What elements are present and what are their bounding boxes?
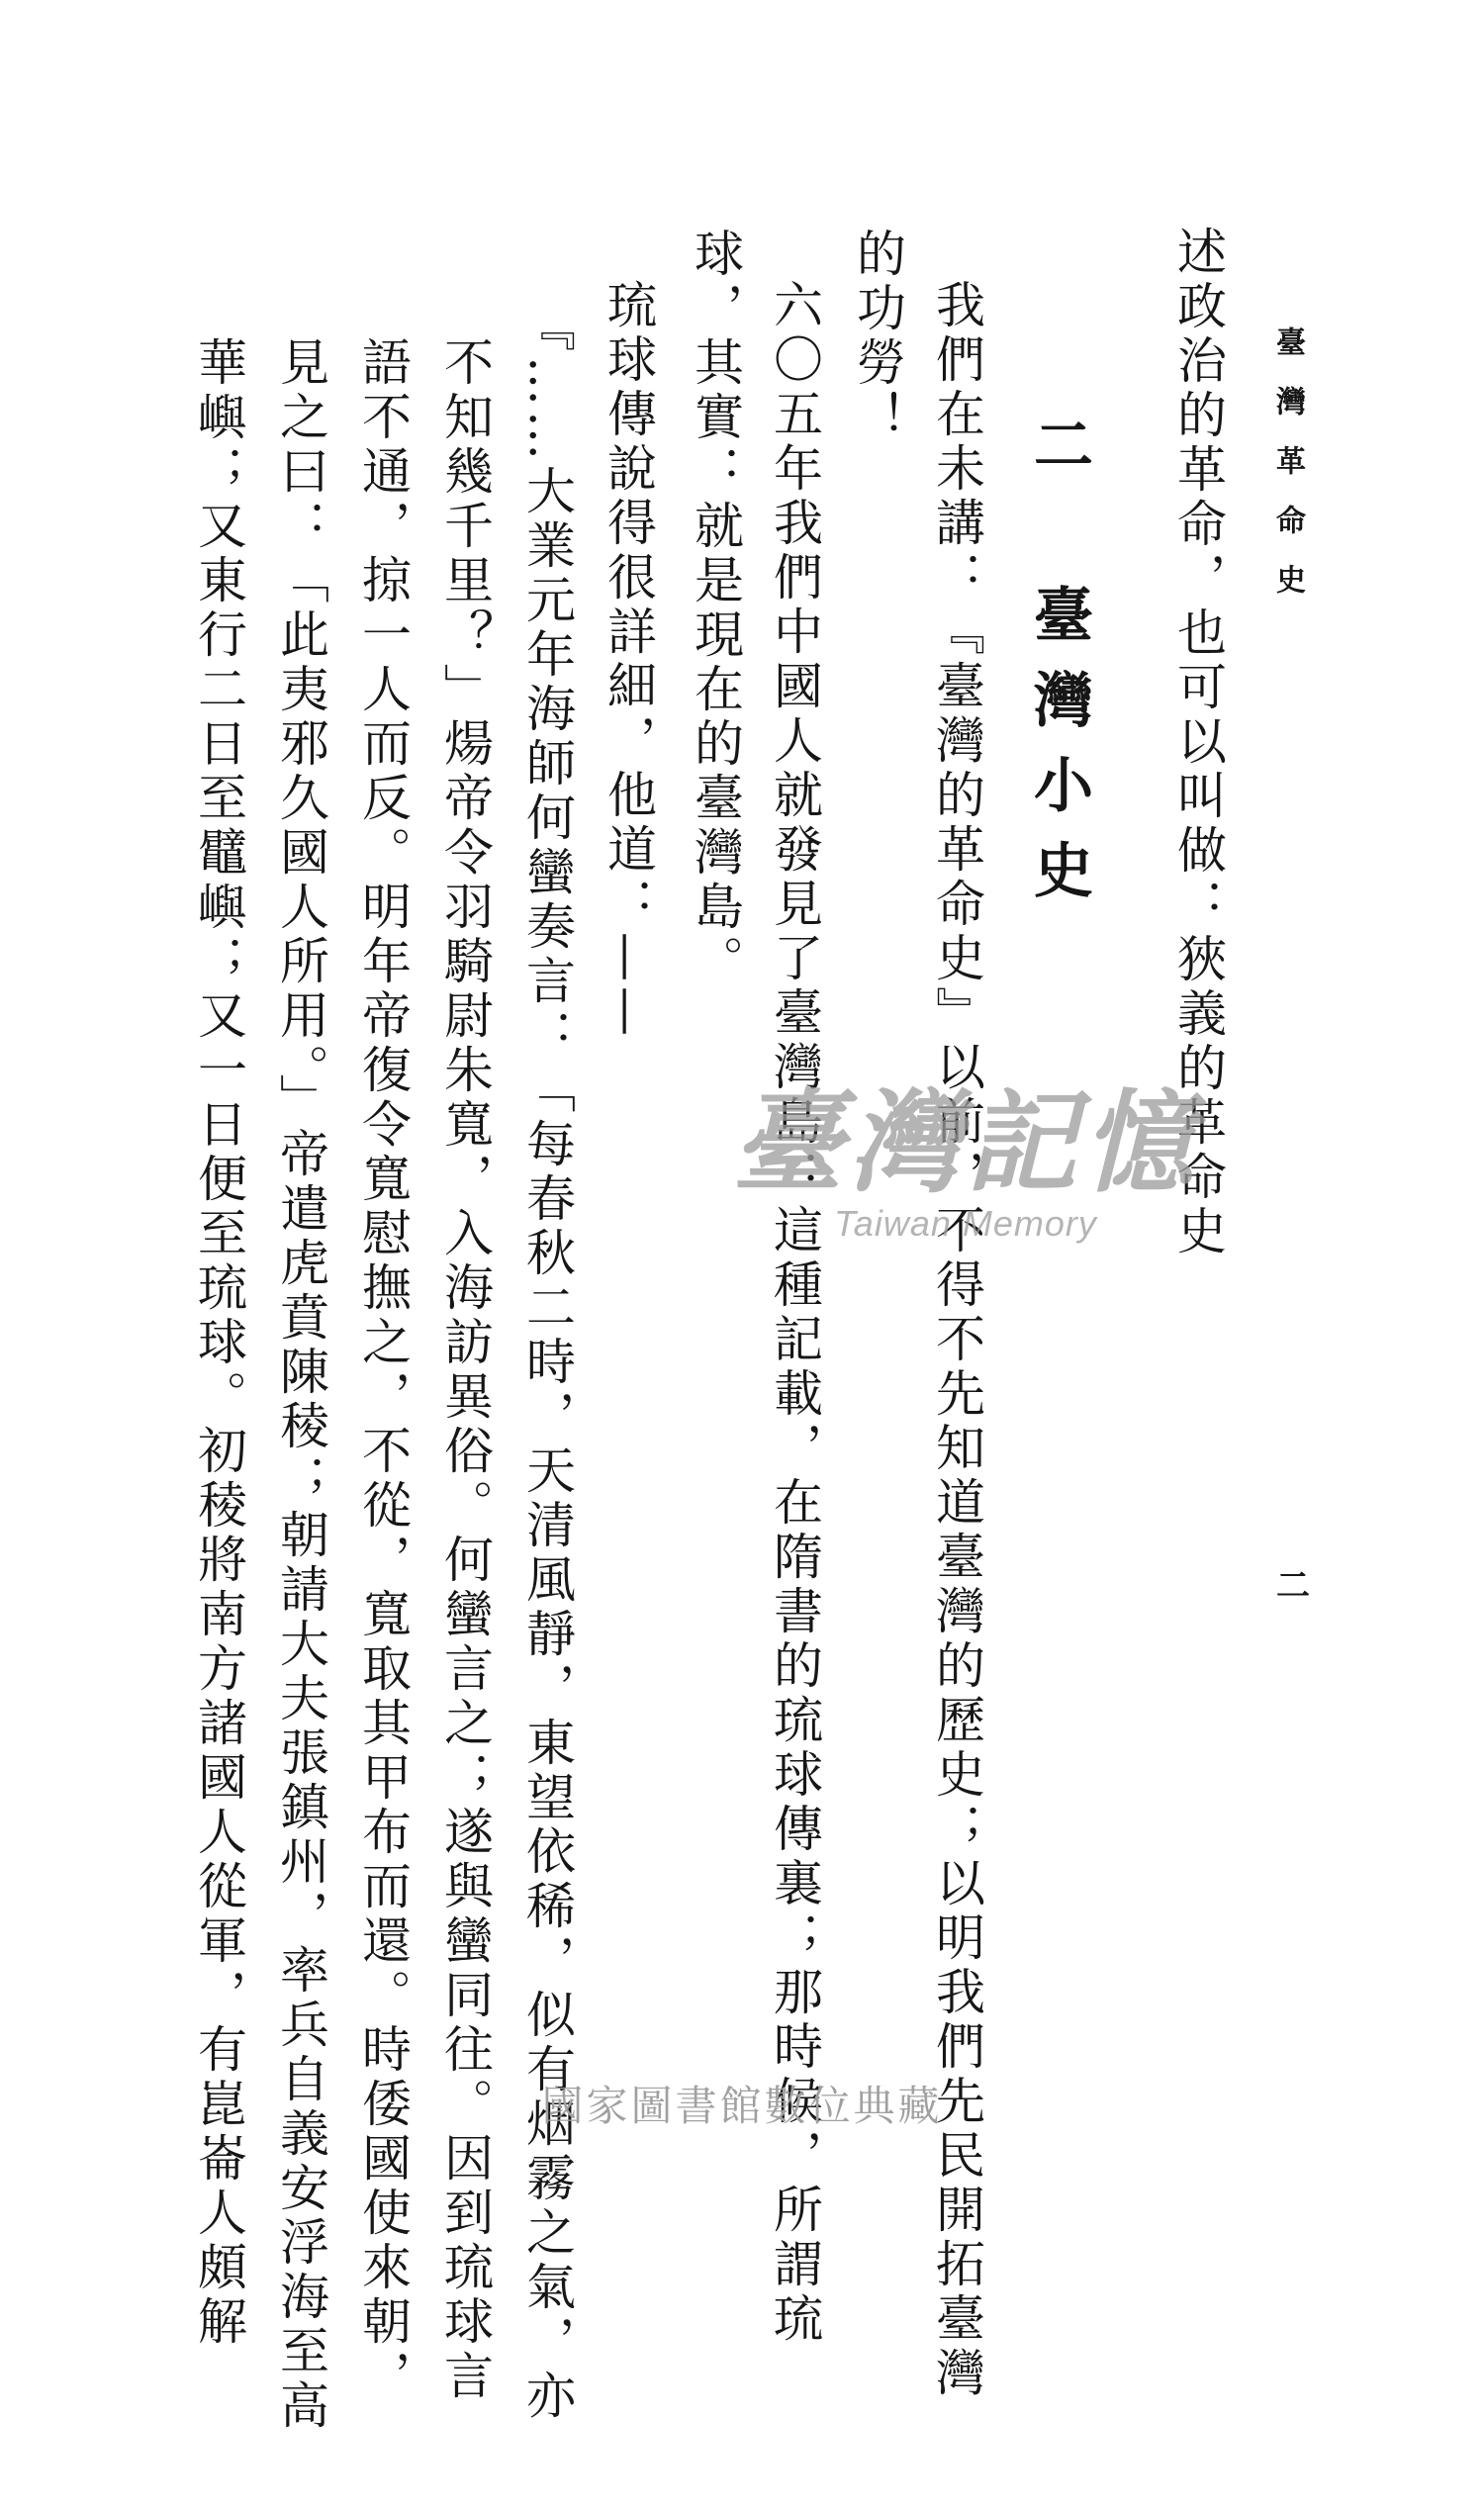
text-line-2: 的功勞！ xyxy=(849,228,906,445)
watermark-subtitle: Taiwan Memory xyxy=(834,1203,1097,1244)
text-line-1: 述政治的革命，也可以叫做：狹義的革命史 xyxy=(1169,226,1227,1259)
page-number: 二 xyxy=(1276,1566,1310,1606)
watermark-title: 臺灣記憶 xyxy=(732,1078,1199,1208)
text-line-11: 華嶼；又東行二日至鼊嶼；又一日便至琉球。初稜將南方諸國人從軍，有崑崙人頗解 xyxy=(190,336,247,2350)
text-line-8: 不知幾千里？」煬帝令羽騎尉朱寬，入海訪異俗。何蠻言之；遂與蠻同往。因到琉球言 xyxy=(436,336,494,2404)
text-line-5: 球，其實：就是現在的臺灣島。 xyxy=(687,228,744,989)
text-line-9: 語不通，掠一人而反。明年帝復令寬慰撫之，不從，寬取其甲布而還。時倭國使來朝， xyxy=(354,336,412,2404)
section-title: 二 臺灣小史 xyxy=(1024,414,1093,924)
running-head-book-title: 臺灣革命史 xyxy=(1270,326,1305,623)
text-line-7: 『……大業元年海師何蠻奏言：「每春秋二時，天清風靜，東望依稀，似有烟霧之氣，亦 xyxy=(518,302,576,2424)
text-line-6: 琉球傳說得很詳細，他道：—— xyxy=(600,279,657,1041)
text-line-3: 我們在未講：『臺灣的革命史』以前，不得不先知道臺灣的歷史；以明我們先民開拓臺灣 xyxy=(928,279,985,2401)
footer-archive-credit: 國家圖書館數位典藏 xyxy=(541,2082,943,2130)
text-line-4: 六〇五年我們中國人就發見了臺灣島：這種記載，在隋書的琉球傳裏；那時候，所謂琉 xyxy=(766,279,823,2347)
text-line-10: 見之曰：「此夷邪久國人所用。」帝遣虎賁陳稜；朝請大夫張鎮州，率兵自義安浮海至高 xyxy=(272,336,329,2434)
watermark-logo xyxy=(732,1078,1199,1245)
